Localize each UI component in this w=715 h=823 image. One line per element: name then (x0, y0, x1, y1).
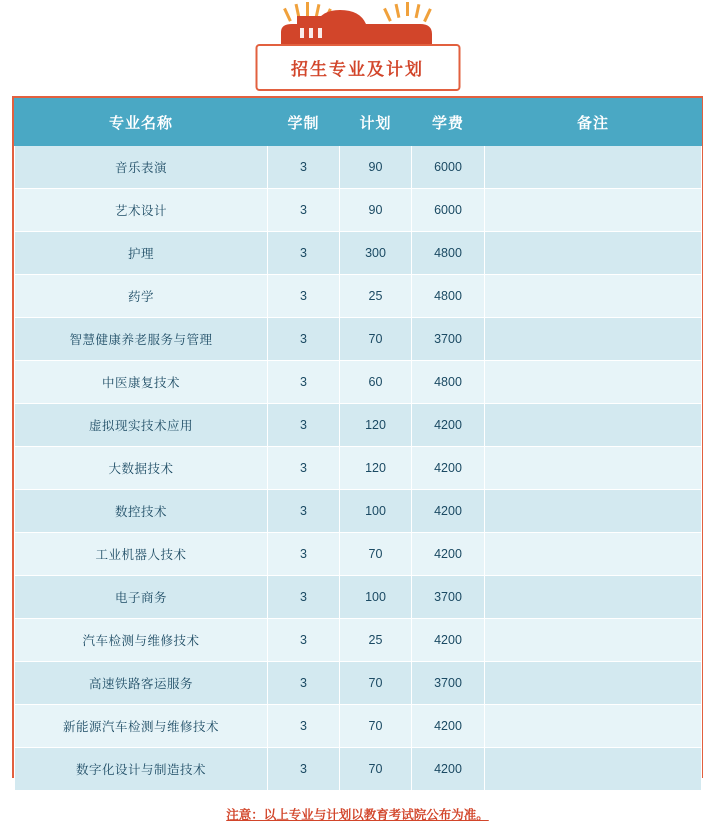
cell-major: 电子商务 (15, 576, 268, 619)
cell-years: 3 (268, 705, 340, 748)
cell-years: 3 (268, 275, 340, 318)
table-row (15, 576, 702, 619)
cell-remark (485, 533, 702, 576)
cell-fee: 4200 (412, 533, 485, 576)
table-row (15, 318, 702, 361)
cell-years: 3 (268, 533, 340, 576)
cell-plan: 120 (340, 447, 412, 490)
table-row (15, 404, 702, 447)
cell-major: 药学 (15, 275, 268, 318)
cell-fee: 4200 (412, 404, 485, 447)
table-body (15, 146, 702, 791)
cell-remark (485, 748, 702, 791)
admission-plan-table (14, 98, 702, 791)
cell-remark (485, 318, 702, 361)
cell-years: 3 (268, 576, 340, 619)
cell-remark (485, 404, 702, 447)
cell-remark (485, 705, 702, 748)
table-row (15, 748, 702, 791)
cell-fee: 3700 (412, 662, 485, 705)
cell-years: 3 (268, 490, 340, 533)
table-row (15, 146, 702, 189)
cell-fee: 3700 (412, 318, 485, 361)
cell-fee: 4800 (412, 361, 485, 404)
table-header (15, 99, 702, 146)
cell-plan: 70 (340, 705, 412, 748)
cell-plan: 70 (340, 318, 412, 361)
cell-years: 3 (268, 146, 340, 189)
cell-major: 汽车检测与维修技术 (15, 619, 268, 662)
cell-remark (485, 189, 702, 232)
cell-fee: 4200 (412, 748, 485, 791)
column-header-years: 学制 (268, 99, 340, 146)
cell-major: 数控技术 (15, 490, 268, 533)
cell-fee: 4200 (412, 619, 485, 662)
table-header-row (15, 99, 702, 146)
cell-years: 3 (268, 619, 340, 662)
cell-plan: 70 (340, 662, 412, 705)
cell-plan: 90 (340, 146, 412, 189)
table-row (15, 232, 702, 275)
cell-major: 大数据技术 (15, 447, 268, 490)
cell-years: 3 (268, 748, 340, 791)
cell-fee: 4200 (412, 705, 485, 748)
cell-plan: 25 (340, 619, 412, 662)
table-row (15, 619, 702, 662)
cell-remark (485, 576, 702, 619)
table-frame (12, 96, 703, 822)
table-row (15, 533, 702, 576)
cell-remark (485, 275, 702, 318)
table-row (15, 490, 702, 533)
cell-plan: 300 (340, 232, 412, 275)
cell-years: 3 (268, 232, 340, 275)
cell-major: 虚拟现实技术应用 (15, 404, 268, 447)
cell-plan: 70 (340, 748, 412, 791)
cell-major: 中医康复技术 (15, 361, 268, 404)
cell-remark (485, 619, 702, 662)
cell-remark (485, 490, 702, 533)
cell-plan: 90 (340, 189, 412, 232)
table-row (15, 705, 702, 748)
cell-years: 3 (268, 189, 340, 232)
page-title: 招生专业及计划 (255, 44, 460, 91)
column-header-major: 专业名称 (15, 99, 268, 146)
cell-remark (485, 146, 702, 189)
column-header-plan: 计划 (340, 99, 412, 146)
cell-major: 新能源汽车检测与维修技术 (15, 705, 268, 748)
cell-years: 3 (268, 662, 340, 705)
cell-major: 音乐表演 (15, 146, 268, 189)
cell-remark (485, 447, 702, 490)
cell-plan: 25 (340, 275, 412, 318)
column-header-fee: 学费 (412, 99, 485, 146)
cell-major: 数字化设计与制造技术 (15, 748, 268, 791)
cell-plan: 70 (340, 533, 412, 576)
banner (0, 0, 715, 96)
table-row (15, 662, 702, 705)
cell-years: 3 (268, 404, 340, 447)
table-row (15, 447, 702, 490)
cell-remark (485, 361, 702, 404)
cell-fee: 4800 (412, 232, 485, 275)
cell-major: 高速铁路客运服务 (15, 662, 268, 705)
cell-plan: 100 (340, 576, 412, 619)
cell-major: 智慧健康养老服务与管理 (15, 318, 268, 361)
cell-plan: 100 (340, 490, 412, 533)
cell-years: 3 (268, 361, 340, 404)
table-row (15, 275, 702, 318)
cell-major: 艺术设计 (15, 189, 268, 232)
cell-fee: 4200 (412, 447, 485, 490)
table-row (15, 189, 702, 232)
footer-note: 注意：以上专业与计划以教育考试院公布为准。 (226, 807, 489, 822)
cell-fee: 4200 (412, 490, 485, 533)
cell-major: 工业机器人技术 (15, 533, 268, 576)
column-header-remark: 备注 (485, 99, 702, 146)
cell-fee: 6000 (412, 146, 485, 189)
cell-remark (485, 232, 702, 275)
cell-years: 3 (268, 318, 340, 361)
cell-fee: 3700 (412, 576, 485, 619)
cell-years: 3 (268, 447, 340, 490)
cell-plan: 60 (340, 361, 412, 404)
cell-fee: 6000 (412, 189, 485, 232)
cell-plan: 120 (340, 404, 412, 447)
table-row (15, 361, 702, 404)
cell-remark (485, 662, 702, 705)
cell-major: 护理 (15, 232, 268, 275)
cell-fee: 4800 (412, 275, 485, 318)
